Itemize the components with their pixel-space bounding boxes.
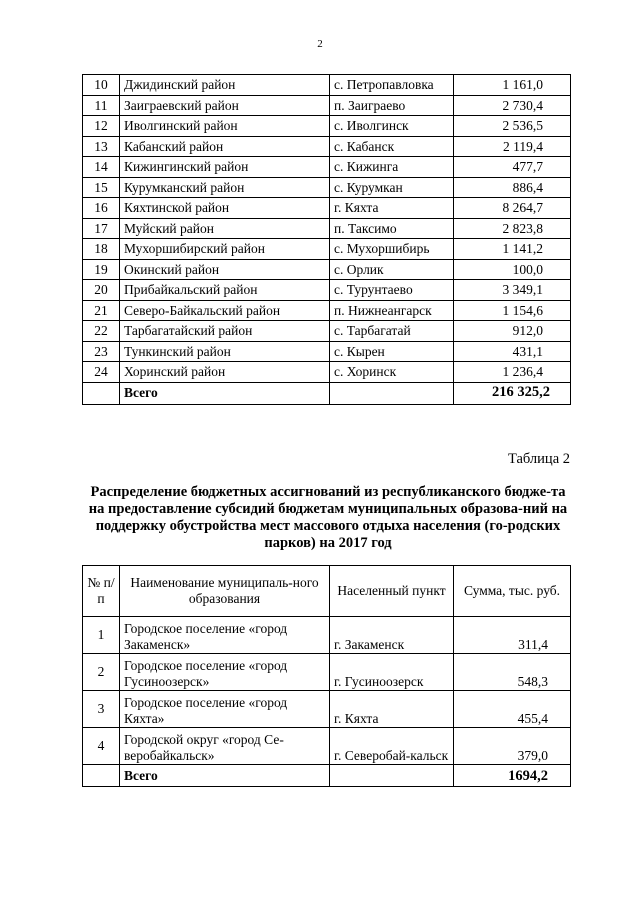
allocation-table-2 <box>82 565 571 787</box>
settlement: с. Кырен <box>330 341 454 362</box>
row-number: 12 <box>83 116 120 137</box>
municipality-name: Городской округ «город Се-веробайкальск» <box>120 728 330 765</box>
allocation-table-1 <box>82 74 571 405</box>
row-number: 13 <box>83 136 120 157</box>
amount: 455,4 <box>454 691 571 728</box>
settlement: г. Северобай-кальск <box>330 728 454 765</box>
municipality-name: Кабанский район <box>120 136 330 157</box>
table-row <box>83 728 571 765</box>
amount: 8 264,7 <box>454 198 571 219</box>
amount: 379,0 <box>454 728 571 765</box>
row-number: 3 <box>83 691 120 728</box>
table-title: Распределение бюджетных ассигнований из республиканского бюдже-та на предоставление субсидий бюджетам муниципальных образова-ний на поддержку обустройства мест массового отдыха населения (го-родских парков) на 2017 год <box>88 484 568 551</box>
municipality-name: Муйский район <box>120 218 330 239</box>
municipality-name: Кяхтинской район <box>120 198 330 219</box>
table-header-row <box>83 566 571 617</box>
total-value: 216 325,2 <box>454 382 571 404</box>
settlement: с. Курумкан <box>330 177 454 198</box>
row-number: 24 <box>83 362 120 383</box>
amount: 912,0 <box>454 321 571 342</box>
total-empty-cell <box>83 765 120 787</box>
settlement: с. Тарбагатай <box>330 321 454 342</box>
settlement: с. Турунтаево <box>330 280 454 301</box>
row-number: 16 <box>83 198 120 219</box>
row-number: 4 <box>83 728 120 765</box>
table-row <box>83 218 571 239</box>
total-empty-cell <box>330 765 454 787</box>
table-row <box>83 259 571 280</box>
total-row <box>83 765 571 787</box>
municipality-name: Окинский район <box>120 259 330 280</box>
settlement: п. Таксимо <box>330 218 454 239</box>
settlement: п. Заиграево <box>330 95 454 116</box>
row-number: 1 <box>83 617 120 654</box>
table-row <box>83 654 571 691</box>
amount: 431,1 <box>454 341 571 362</box>
table-row <box>83 691 571 728</box>
municipality-name: Прибайкальский район <box>120 280 330 301</box>
row-number: 17 <box>83 218 120 239</box>
amount: 2 730,4 <box>454 95 571 116</box>
table-row <box>83 362 571 383</box>
table-row <box>83 136 571 157</box>
settlement: г. Кяхта <box>330 691 454 728</box>
municipality-name: Северо-Байкальский район <box>120 300 330 321</box>
total-label: Всего <box>120 765 330 787</box>
page-number: 2 <box>317 38 323 50</box>
amount: 311,4 <box>454 617 571 654</box>
municipality-name: Тункинский район <box>120 341 330 362</box>
header-name: Наименование муниципаль-ного образования <box>120 566 330 617</box>
table-row <box>83 321 571 342</box>
table-row <box>83 617 571 654</box>
table-row <box>83 95 571 116</box>
row-number: 20 <box>83 280 120 301</box>
amount: 2 119,4 <box>454 136 571 157</box>
amount: 3 349,1 <box>454 280 571 301</box>
header-place: Населенный пункт <box>330 566 454 617</box>
amount: 1 236,4 <box>454 362 571 383</box>
settlement: с. Орлик <box>330 259 454 280</box>
amount: 100,0 <box>454 259 571 280</box>
table-row <box>83 300 571 321</box>
table-row <box>83 198 571 219</box>
amount: 2 823,8 <box>454 218 571 239</box>
header-sum: Сумма, тыс. руб. <box>454 566 571 617</box>
municipality-name: Тарбагатайский район <box>120 321 330 342</box>
municipality-name: Городское поселение «город Кяхта» <box>120 691 330 728</box>
settlement: с. Петропавловка <box>330 75 454 96</box>
row-number: 11 <box>83 95 120 116</box>
municipality-name: Хоринский район <box>120 362 330 383</box>
table-row <box>83 239 571 260</box>
settlement: с. Иволгинск <box>330 116 454 137</box>
table-caption: Таблица 2 <box>507 451 570 467</box>
amount: 477,7 <box>454 157 571 178</box>
amount: 548,3 <box>454 654 571 691</box>
row-number: 14 <box>83 157 120 178</box>
table-row <box>83 75 571 96</box>
total-empty-cell <box>83 382 120 404</box>
amount: 1 161,0 <box>454 75 571 96</box>
settlement: п. Нижнеангарск <box>330 300 454 321</box>
settlement: г. Кяхта <box>330 198 454 219</box>
municipality-name: Городское поселение «город Гусиноозерск» <box>120 654 330 691</box>
amount: 886,4 <box>454 177 571 198</box>
table-row <box>83 116 571 137</box>
settlement: г. Закаменск <box>330 617 454 654</box>
amount: 1 154,6 <box>454 300 571 321</box>
total-value: 1694,2 <box>454 765 571 787</box>
row-number: 15 <box>83 177 120 198</box>
row-number: 10 <box>83 75 120 96</box>
row-number: 18 <box>83 239 120 260</box>
table-row <box>83 341 571 362</box>
total-label: Всего <box>120 382 330 404</box>
table-row <box>83 177 571 198</box>
amount: 1 141,2 <box>454 239 571 260</box>
table-row <box>83 157 571 178</box>
settlement: с. Мухоршибирь <box>330 239 454 260</box>
municipality-name: Джидинский район <box>120 75 330 96</box>
total-row <box>83 382 571 404</box>
row-number: 22 <box>83 321 120 342</box>
amount: 2 536,5 <box>454 116 571 137</box>
row-number: 19 <box>83 259 120 280</box>
row-number: 23 <box>83 341 120 362</box>
settlement: г. Гусиноозерск <box>330 654 454 691</box>
row-number: 21 <box>83 300 120 321</box>
header-num: № п/п <box>83 566 120 617</box>
municipality-name: Городское поселение «город Закаменск» <box>120 617 330 654</box>
municipality-name: Кижингинский район <box>120 157 330 178</box>
municipality-name: Иволгинский район <box>120 116 330 137</box>
municipality-name: Мухоршибирский район <box>120 239 330 260</box>
total-empty-cell <box>330 382 454 404</box>
table-row <box>83 280 571 301</box>
municipality-name: Заиграевский район <box>120 95 330 116</box>
row-number: 2 <box>83 654 120 691</box>
settlement: с. Кижинга <box>330 157 454 178</box>
settlement: с. Кабанск <box>330 136 454 157</box>
municipality-name: Курумканский район <box>120 177 330 198</box>
settlement: с. Хоринск <box>330 362 454 383</box>
